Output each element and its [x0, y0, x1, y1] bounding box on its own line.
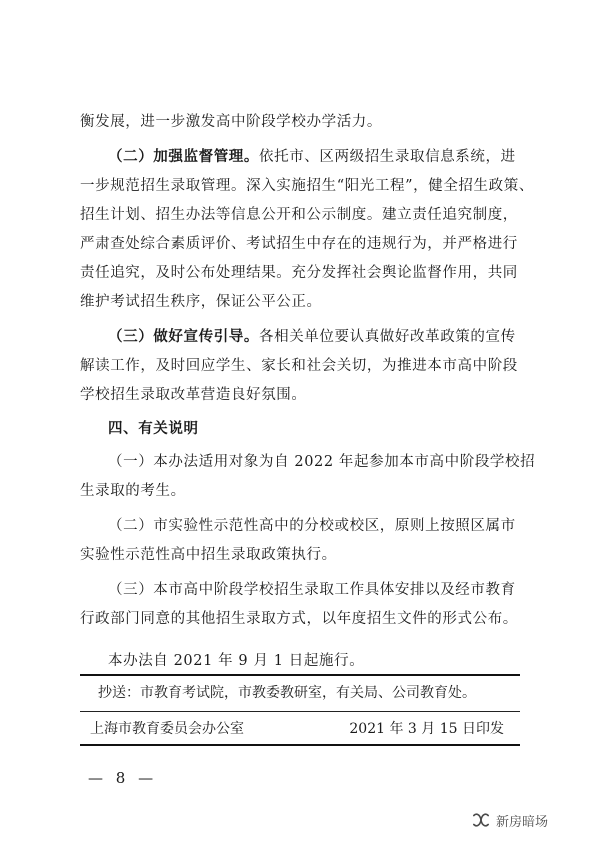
footer-middle-rule: [80, 711, 520, 712]
section-2-heading: （二）加强监督管理。: [108, 149, 259, 165]
section-2-text: 依托市、区两级招生录取信息系统，进: [259, 149, 516, 165]
section-2-line: [108, 147, 520, 167]
wechat-channel-icon: [472, 811, 490, 829]
issuer: 上海市教育委员会办公室: [90, 721, 244, 737]
section-2-line: 维护考试招生秩序，保证公平公正。: [80, 294, 322, 310]
section-3-line: 学校招生录取改革营造良好氛围。: [80, 387, 307, 403]
section-4-title: 四、有关说明: [108, 421, 199, 437]
note-1-line: （一）本办法适用对象为自 2022 年起参加本市高中阶段学校招: [108, 454, 536, 470]
section-3-heading: （三）做好宣传引导。: [108, 329, 259, 345]
section-3-text: 各相关单位要认真做好改革政策的宣传: [259, 329, 516, 345]
note-2-line: （二）市实验性示范性高中的分校或校区，原则上按照区属市: [108, 518, 516, 534]
footer-top-rule: [80, 674, 520, 676]
issue-date: 2021 年 3 月 15 日印发: [349, 721, 504, 737]
note-3-line: （三）本市高中阶段学校招生录取工作具体安排以及经市教育: [108, 582, 516, 598]
paragraph-line: 衡发展，进一步激发高中阶段学校办学活力。: [80, 114, 382, 130]
watermark: [472, 808, 548, 832]
effective-date-line: 本办法自 2021 年 9 月 1 日起施行。: [108, 653, 365, 669]
watermark-text: 新房暗场: [496, 814, 549, 830]
section-2-line: 一步规范招生录取管理。深入实施招生“阳光工程”，健全招生政策、: [80, 178, 534, 194]
section-2-line: 招生计划、招生办法等信息公开和公示制度。建立责任追究制度，: [80, 207, 518, 223]
section-2-line: 责任追究，及时公布处理结果。充分发挥社会舆论监督作用，共同: [80, 265, 518, 281]
note-1-line: 生录取的考生。: [80, 483, 186, 499]
footer-bottom-rule: [80, 744, 520, 746]
note-2-line: 实验性示范性高中招生录取政策执行。: [80, 547, 337, 563]
section-2-line: 严肃查处综合素质评价、考试招生中存在的违规行为，并严格进行: [80, 236, 518, 252]
section-3-line: 解读工作，及时回应学生、家长和社会关切，为推进本市高中阶段: [80, 358, 518, 374]
page-number: — 8 —: [88, 769, 158, 787]
section-3-line: [108, 327, 520, 347]
cc-line: 抄送：市教育考试院，市教委教研室，有关局、公司教育处。: [98, 685, 476, 701]
note-3-line: 行政部门同意的其他招生录取方式，以年度招生文件的形式公布。: [80, 611, 518, 627]
